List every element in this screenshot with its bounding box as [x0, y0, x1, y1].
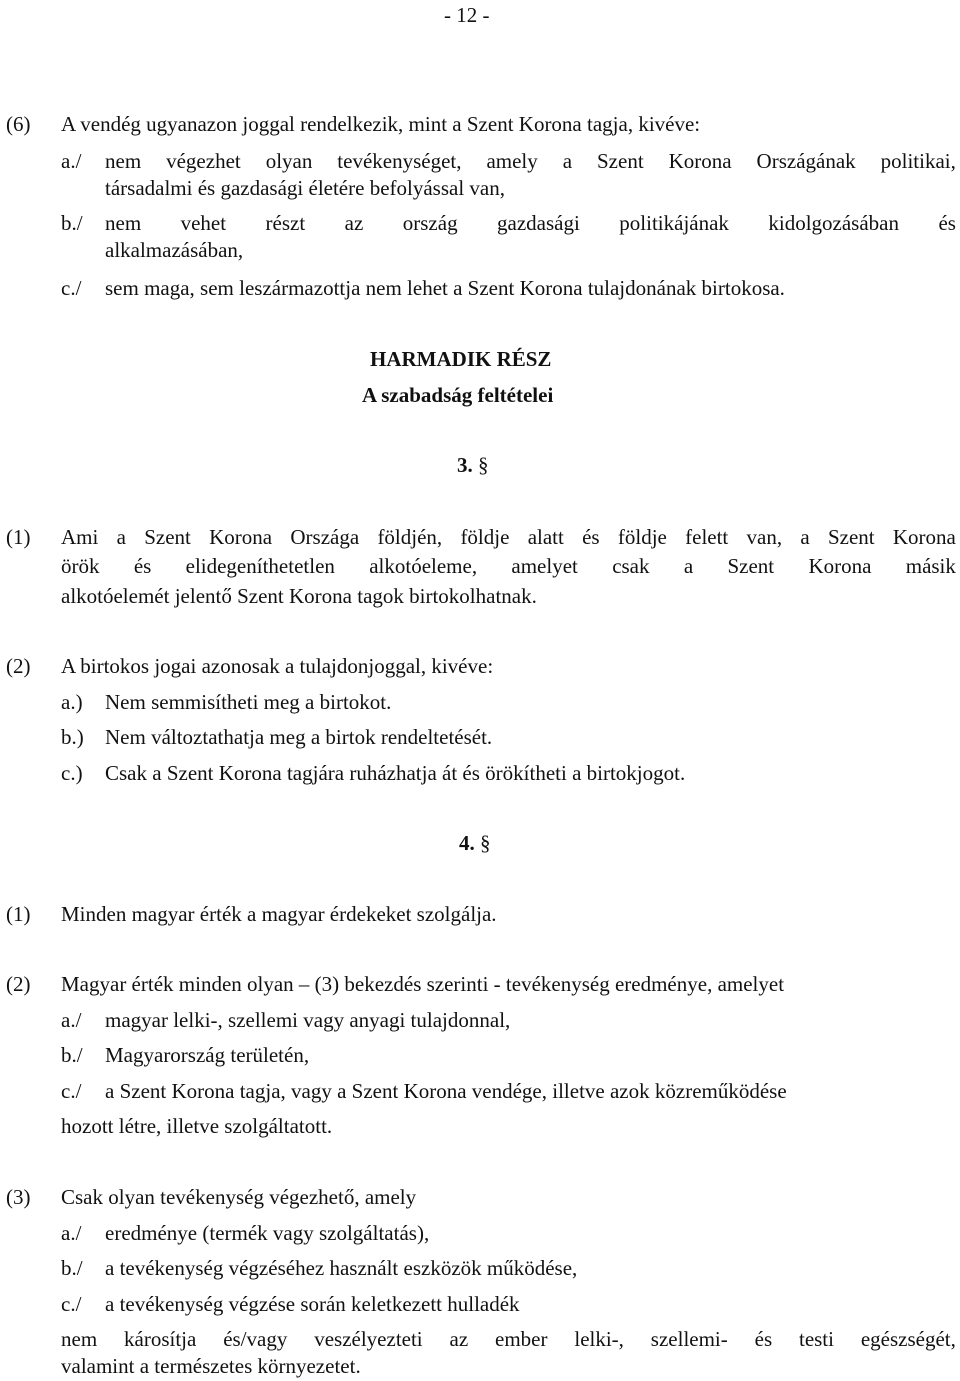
word: a [562, 149, 573, 173]
item-text: Nem semmisítheti meg a birtokot. [105, 690, 392, 714]
word: a [683, 554, 694, 578]
paragraph-number: (6) [6, 112, 31, 136]
paragraph-line-justified [61, 553, 956, 579]
word: részt [265, 211, 306, 235]
word: van, [746, 525, 783, 549]
word: nem [105, 211, 142, 235]
word: az [449, 1327, 469, 1351]
word: szellemi- [650, 1327, 728, 1351]
item-text-justified [105, 148, 956, 174]
item-text: Nem változtathatja meg a birtok rendeltetését. [105, 725, 493, 749]
paragraph-intro: Csak olyan tevékenység végezhető, amely [61, 1185, 417, 1209]
word: és [582, 525, 600, 549]
word: nem [105, 149, 142, 173]
paragraph-number: (1) [6, 902, 31, 926]
word: az [344, 211, 364, 235]
item-label: b./ [61, 211, 83, 235]
paragraph-line: valamint a természetes környezetet. [61, 1354, 361, 1378]
paragraph-line-justified [61, 1326, 956, 1352]
word: politikájának [619, 211, 729, 235]
word: és/vagy [223, 1327, 288, 1351]
word: Ami [61, 525, 99, 549]
word: örök [61, 554, 100, 578]
paragraph-line-justified [61, 524, 956, 550]
item-text: a Szent Korona tagja, vagy a Szent Korona vendége, illetve azok közreműködése [105, 1079, 787, 1103]
word: tevékenységet, [337, 149, 462, 173]
item-text: eredménye (termék vagy szolgáltatás), [105, 1221, 430, 1245]
item-text: Magyarország területén, [105, 1043, 310, 1067]
item-label: b./ [61, 1256, 83, 1280]
word: Szent [144, 525, 191, 549]
word: egészségét, [860, 1327, 956, 1351]
word: károsítja [124, 1327, 197, 1351]
word: Szent [827, 525, 875, 549]
word: ember [495, 1327, 548, 1351]
word: földje [617, 525, 667, 549]
word: csak [612, 554, 650, 578]
word: és [133, 554, 152, 578]
word: alkotóeleme, [369, 554, 478, 578]
page-number: - 12 - [444, 3, 490, 27]
word: gazdasági [497, 211, 580, 235]
word: és [754, 1327, 773, 1351]
word: és [938, 211, 956, 235]
section-heading [459, 830, 491, 856]
part-subheading: A szabadság feltételei [362, 383, 554, 407]
item-text-continuation: alkalmazásában, [105, 238, 244, 262]
word: Korona [808, 554, 872, 578]
word: Országának [756, 149, 856, 173]
item-label: a./ [61, 1008, 82, 1032]
item-label: c./ [61, 276, 82, 300]
paragraph-intro: Magyar érték minden olyan – (3) bekezdés szerinti - tevékenység eredménye, amelyet [61, 972, 785, 996]
word: vehet [180, 211, 227, 235]
word: amely [486, 149, 538, 173]
item-text: Csak a Szent Korona tagjára ruházhatja át és örökítheti a birtokjogot. [105, 761, 686, 785]
section-symbol: § [480, 831, 491, 855]
section-symbol: § [478, 453, 489, 477]
word: a [116, 525, 126, 549]
item-text: sem maga, sem leszármazottja nem lehet a Szent Korona tulajdonának birtokosa. [105, 276, 785, 300]
item-label: c./ [61, 1079, 82, 1103]
paragraph-text: Minden magyar érték a magyar érdekeket szolgálja. [61, 902, 497, 926]
section-heading [457, 452, 489, 478]
paragraph-intro: A birtokos jogai azonosak a tulajdonjoggal, kivéve: [61, 654, 494, 678]
item-label: c.) [61, 761, 83, 785]
item-label: b.) [61, 725, 84, 749]
word: politikai, [880, 149, 956, 173]
item-label: c./ [61, 1292, 82, 1316]
section-number: 3. [457, 453, 473, 477]
item-label: b./ [61, 1043, 83, 1067]
paragraph-number: (2) [6, 654, 31, 678]
word: Korona [892, 525, 956, 549]
word: alatt [527, 525, 564, 549]
item-text: a tevékenység végzése során keletkezett hulladék [105, 1292, 520, 1316]
word: Szent [597, 149, 644, 173]
item-text-continuation: társadalmi és gazdasági életére befolyással van, [105, 176, 505, 200]
word: Korona [668, 149, 732, 173]
word: Országa [290, 525, 360, 549]
item-label: a.) [61, 690, 83, 714]
word: olyan [265, 149, 313, 173]
word: elidegeníthetetlen [185, 554, 335, 578]
item-label: a./ [61, 149, 82, 173]
word: ország [402, 211, 458, 235]
item-label: a./ [61, 1221, 82, 1245]
part-heading: HARMADIK RÉSZ [370, 347, 552, 371]
word: veszélyezteti [314, 1327, 423, 1351]
word: amelyet [511, 554, 578, 578]
paragraph-intro: A vendég ugyanazon joggal rendelkezik, mint a Szent Korona tagja, kivéve: [61, 112, 701, 136]
item-text-continuation: hozott létre, illetve szolgáltatott. [61, 1114, 333, 1138]
section-number: 4. [459, 831, 475, 855]
item-text-justified [105, 210, 956, 236]
word: végezhet [166, 149, 241, 173]
item-text: a tevékenység végzéséhez használt eszközök működése, [105, 1256, 578, 1280]
word: a [800, 525, 810, 549]
word: Szent [727, 554, 775, 578]
word: Korona [209, 525, 273, 549]
word: felett [685, 525, 729, 549]
word: testi [798, 1327, 834, 1351]
item-text: magyar lelki-, szellemi vagy anyagi tulajdonnal, [105, 1008, 511, 1032]
word: lelki-, [574, 1327, 624, 1351]
word: földje [460, 525, 510, 549]
paragraph-number: (1) [6, 525, 31, 549]
word: másik [905, 554, 956, 578]
paragraph-line: alkotóelemét jelentő Szent Korona tagok birtokolhatnak. [61, 584, 537, 608]
word: kidolgozásában [768, 211, 899, 235]
paragraph-number: (3) [6, 1185, 31, 1209]
paragraph-number: (2) [6, 972, 31, 996]
word: nem [61, 1327, 98, 1351]
word: földjén, [377, 525, 443, 549]
